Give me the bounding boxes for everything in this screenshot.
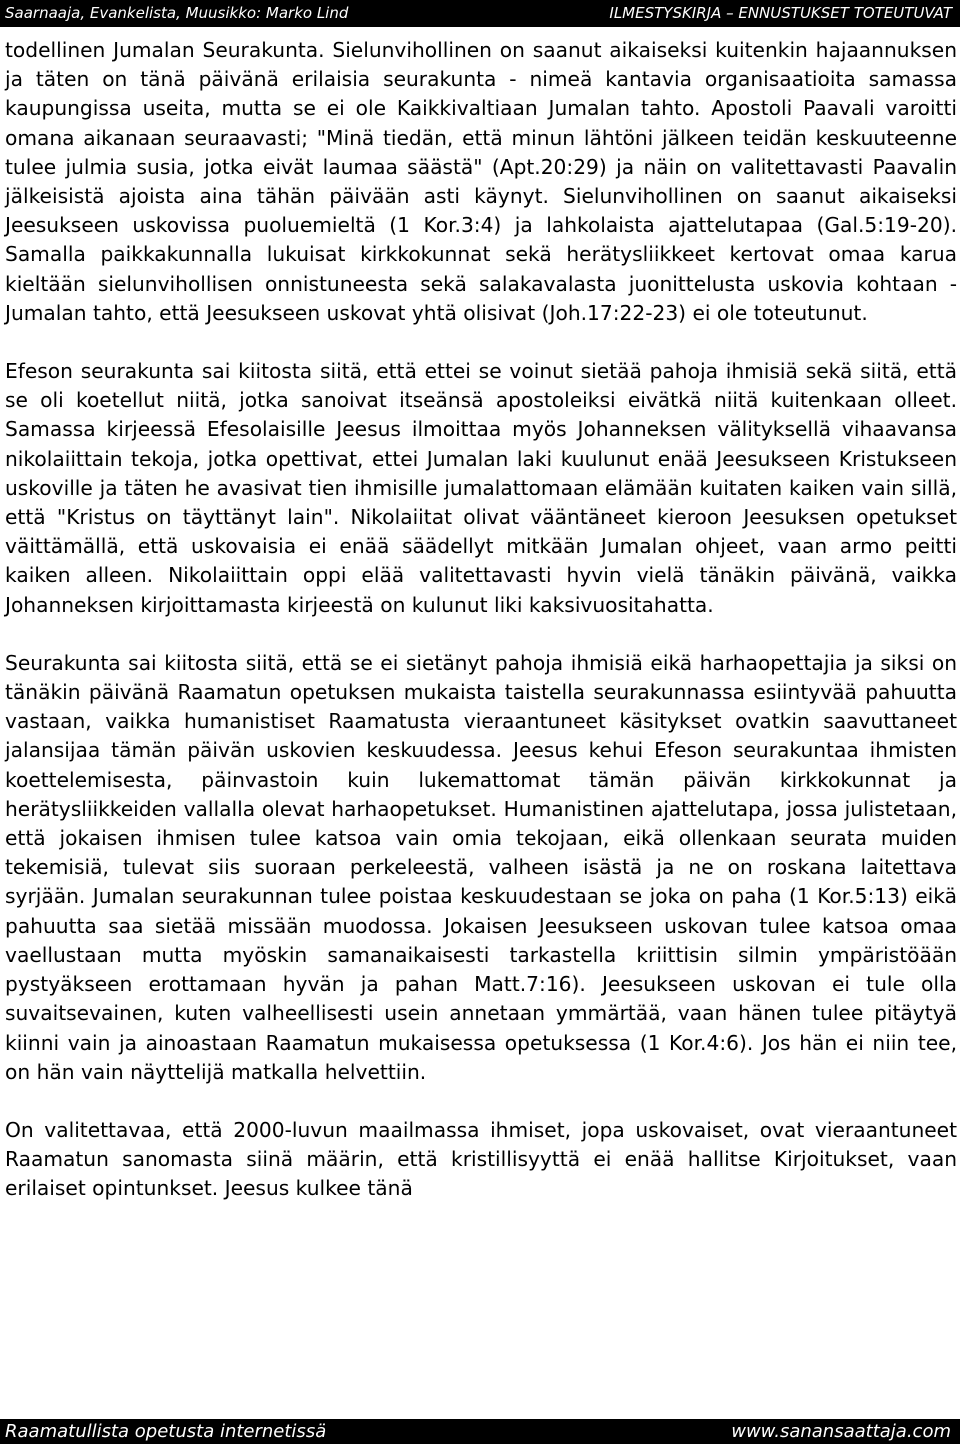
- footer-tagline: Raamatullista opetusta internetissä: [5, 1421, 327, 1442]
- document-body: [5, 36, 957, 1204]
- page-footer: [0, 1419, 960, 1444]
- header-title: ILMESTYSKIRJA – ENNUSTUKSET TOTEUTUVAT: [609, 4, 952, 22]
- paragraph-4: On valitettavaa, että 2000-luvun maailmassa ihmiset, jopa uskovaiset, ovat vieraantuneet Raamatun sanomasta siinä määrin, että kristillisyyttä ei enää hallitse Kirjoitukset, vaan erilaiset opintunkset. Jeesus kulkee tänä: [5, 1117, 957, 1201]
- footer-website: www.sanansaattaja.com: [731, 1421, 951, 1442]
- header-author: Saarnaaja, Evankelista, Muusikko: Marko Lind: [5, 4, 349, 22]
- paragraph-3: Seurakunta sai kiitosta siitä, että se ei sietänyt pahoja ihmisiä eikä harhaopettajia ja siksi on tänäkin päivänä Raamatun opetuksen mukaista taistella seurakunnassa esiintyvää pahuutta vastaan, vaikka humanistiset Raamatusta vieraantuneet käsitykset ovatkin saavuttaneet jalansijaa tämän päivän uskovien keskuudessa. Jeesus kehui Efeson seurakuntaa ihmisten koettelemisesta, päinvastoin kuin lukemattomat tämän päivän kirkkokunnat ja herätysliikkeiden vallalla olevat harhaopetukset. Humanistinen ajattelutapa, jossa julistetaan, että jokaisen ihmisen tulee katsoa vain omia tekojaan, eikä ollenkaan seurata muiden tekemisiä, tulevat siis suoraan perkeleestä, valheen isästä ja ne on roskana laitettava syrjään. Jumalan seurakunnan tulee poistaa keskuudestaan se joka on paha (1 Kor.5:13) eikä pahuutta saa sietää missään muodossa. Jokaisen Jeesukseen uskovan tulee katsoa omaa vaellustaan mutta myöskin samanaikaisesti tarkastella kriittisin silmin ympäristöään pystyäkseen erottamaan hyvän ja pahan Matt.7:16). Jeesukseen uskovan ei tule olla suvaitsevainen, kuten valheellisesti usein annetaan ymmärtää, vaan hänen tulee pitäytyä kiinni vain ja ainoastaan Raamatun mukaisessa opetuksessa (1 Kor.4:6). Jos hän ei niin tee, on hän vain näyttelijä matkalla helvettiin.: [5, 650, 957, 1084]
- paragraph-2: Efeson seurakunta sai kiitosta siitä, että ettei se voinut sietää pahoja ihmisiä sekä siitä, että se oli koetellut niitä, jotka sanoivat itseänsä apostoleiksi eivätkä niitä kuitenkaan olleet. Samassa kirjeessä Efesolaisille Jeesus ilmoittaa myös Johanneksen välityksellä vihaavansa nikolaiittain tekoja, jotka opettivat, ettei Jumalan laki kuulunut enää Jeesukseen Kristukseen uskoville ja täten he avasivat tien ihmisille jumalattomaan elämään kuitaten kaiken vain sillä, että "Kristus on täyttänyt lain". Nikolaiitat olivat vääntäneet kieroon Jeesuksen opetukset väittämällä, että uskovaisia ei enää säädellyt mitkään Jumalan ohjeet, vaan armo peitti kaiken alleen. Nikolaiittain oppi elää valitettavasti hyvin vielä tänäkin päivänä, vaikka Johanneksen kirjoittamasta kirjeestä on kulunut liki kaksivuositahatta.: [5, 359, 957, 617]
- paragraph-1: todellinen Jumalan Seurakunta. Sielunvihollinen on saanut aikaiseksi kuitenkin hajaannuksen ja täten on tänä päivänä erilaisia seurakunta - nimeä kantavia organisaatioita samassa kaupungissa useita, mutta se ei ole Kaikkivaltiaan Jumalan tahto. Apostoli Paavali varoitti omana aikanaan seuraavasti; "Minä tiedän, että minun lähtöni jälkeen teidän keskuuteenne tulee julmia susia, jotka eivät laumaa säästä" (Apt.20:29) ja näin on valitettavasti Paavalin jälkeisistä ajoista aina tähän päivään asti käynyt. Sielunvihollinen on saanut aikaiseksi Jeesukseen uskovissa puoluemieltä (1 Kor.3:4) ja lahkolaista ajattelutapaa (Gal.5:19-20). Samalla paikkakunnalla lukuisat kirkkokunnat sekä herätysliikkeet kertovat omaa karua kieltään sielunvihollisen onnistuneesta sekä salakavalasta juonittelusta uskovia kohtaan - Jumalan tahto, että Jeesukseen uskovat yhtä olisivat (Joh.17:22-23) ei ole toteutunut.: [5, 38, 957, 325]
- page-header: [0, 0, 960, 27]
